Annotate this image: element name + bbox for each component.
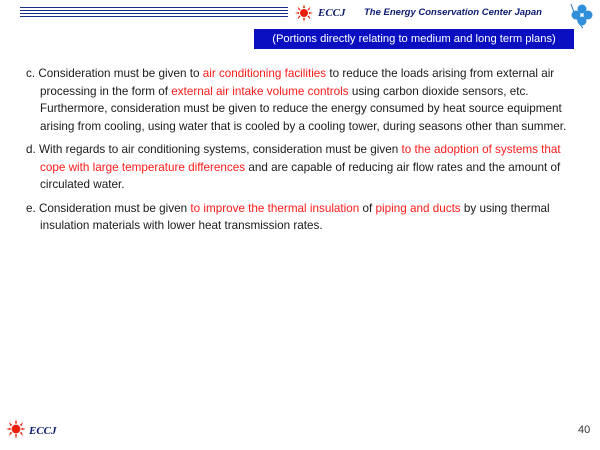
list-item-e	[26, 200, 586, 235]
eccj-logo-icon	[293, 4, 315, 22]
item-text: using carbon dioxide sensors, etc. Furthermore, consideration must be given to reduce the energy consumed by heat source equipment arising from cooling, using water that is cooled by a cooling tower, during seasons other than summer.	[40, 84, 567, 133]
item-highlight: air conditioning facilities	[202, 67, 327, 80]
main-content	[26, 65, 586, 241]
item-text: and are capable of reducing air flow rates and the amount of circulated water.	[40, 160, 561, 191]
item-highlight: piping and ducts	[375, 201, 461, 215]
item-highlight: to the adoption of systems that cope with large temperature differences	[40, 143, 561, 174]
item-text: e. Consideration must be given	[26, 201, 191, 215]
footer-eccj-logo-icon	[4, 418, 28, 440]
list-item-c	[26, 65, 586, 135]
header-organization: The Energy Conservation Center Japan	[364, 7, 542, 18]
item-text: to reduce the loads arising from external air processing in the form of	[40, 67, 555, 98]
subtitle-banner	[254, 29, 574, 49]
header-logo-text: ECCJ	[318, 7, 346, 19]
list-item-d	[26, 141, 586, 194]
item-text: of	[359, 201, 376, 215]
subtitle-text: (Portions directly relating to medium and long term plans)	[272, 33, 556, 45]
item-highlight: external air intake volume controls	[171, 84, 349, 98]
item-text: c. Consideration must be given to	[26, 67, 203, 80]
item-text: by using thermal insulation materials with lower heat transmission rates.	[40, 201, 550, 232]
footer-logo-text: ECCJ	[29, 425, 57, 437]
item-text: d. With regards to air conditioning systems, consideration must be given	[26, 143, 402, 156]
page-number: 40	[578, 424, 591, 436]
clover-icon	[567, 0, 597, 30]
item-highlight: to improve the thermal insulation	[190, 201, 360, 215]
